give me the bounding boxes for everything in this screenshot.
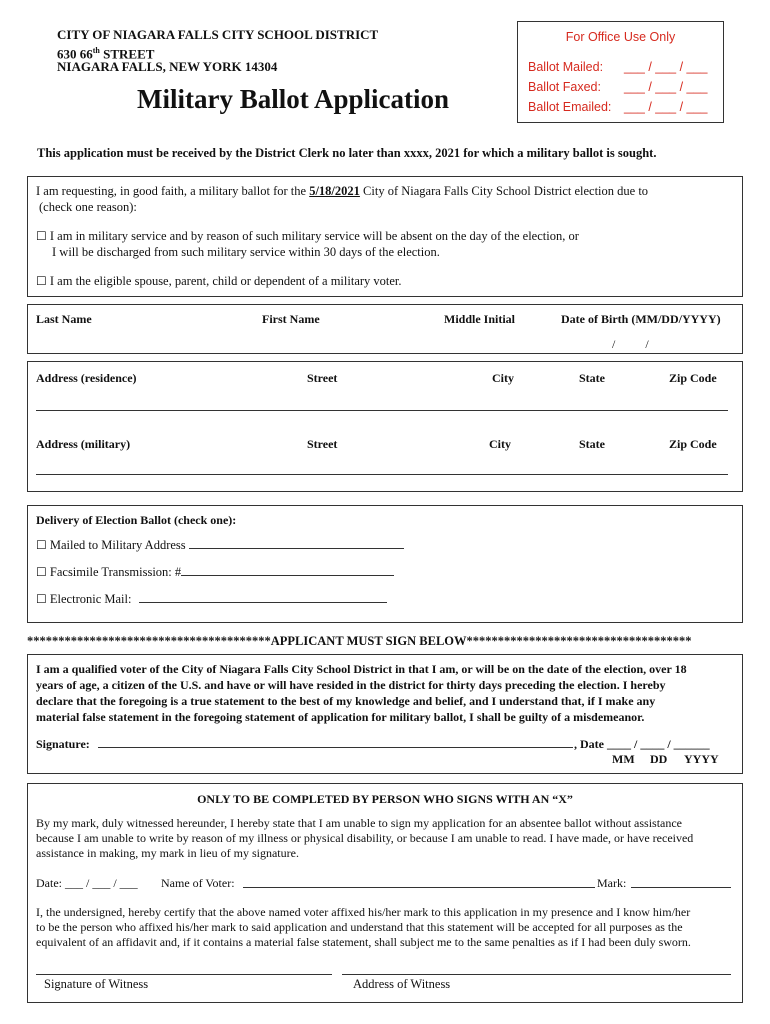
checkbox-icon[interactable]: ☐ xyxy=(36,538,47,552)
request-line2: (check one reason): xyxy=(39,200,137,214)
office-emailed-value: ___ / ___ / ___ xyxy=(624,100,708,114)
checkbox-icon[interactable]: ☐ xyxy=(36,274,47,288)
mark-p2c: equivalent of an affidavit and, if it contains a material false statement, shall subject me to the same penalties as if I had been duly sworn. xyxy=(36,935,691,949)
checkbox-icon[interactable]: ☐ xyxy=(36,592,47,606)
military-street-label: Street xyxy=(307,437,338,451)
dob-input[interactable]: / / xyxy=(612,337,649,351)
address-box xyxy=(27,361,743,492)
page-title: Military Ballot Application xyxy=(137,84,450,114)
signature-input[interactable] xyxy=(98,747,573,748)
delivery-box xyxy=(27,505,743,623)
first-name-label: First Name xyxy=(262,312,320,326)
mark-box xyxy=(27,783,743,1003)
deadline-notice: This application must be received by the District Clerk no later than xxxx, 2021 for which a military ballot is sought. xyxy=(37,146,657,160)
residence-state-label: State xyxy=(579,371,605,385)
declaration-box xyxy=(27,654,743,774)
witness-signature-input[interactable] xyxy=(36,974,332,975)
office-faxed-value: ___ / ___ / ___ xyxy=(624,80,708,94)
date-dd-label: DD xyxy=(650,752,668,766)
date-mm-label: MM xyxy=(612,752,635,766)
witness-address-input[interactable] xyxy=(342,974,731,975)
checkbox-icon[interactable]: ☐ xyxy=(36,229,47,243)
mark-label: Mark: xyxy=(597,876,627,890)
mail-address-input[interactable] xyxy=(189,538,404,549)
request-box xyxy=(27,176,743,297)
signature-date[interactable]: , Date ____ / ____ / ______ xyxy=(574,737,710,751)
mark-p1a: By my mark, duly witnessed hereunder, I hereby state that I am unable to sign my application for an absentee ballot without assistance xyxy=(36,816,683,830)
residence-street-label: Street xyxy=(307,371,338,385)
dob-label: Date of Birth (MM/DD/YYYY) xyxy=(561,312,721,326)
military-city-label: City xyxy=(489,437,511,451)
last-name-label: Last Name xyxy=(36,312,92,326)
military-zip-label: Zip Code xyxy=(669,437,717,451)
declaration-l4: material false statement in the foregoing statement of application for military ballot, I shall be guilty of a misdemeanor. xyxy=(36,710,645,724)
district-street: 630 66th STREET xyxy=(57,46,155,62)
request-line: I am requesting, in good faith, a military ballot for the 5/18/2021 City of Niagara Falls City School District election due to xyxy=(36,184,649,198)
office-title: For Office Use Only xyxy=(565,30,676,44)
mark-input[interactable] xyxy=(631,887,731,888)
mark-p1c: assistance in making, my mark in lieu of my signature. xyxy=(36,846,299,860)
mark-p2a: I, the undersigned, hereby certify that the above named voter affixed his/her mark to this application in my presence and I know him/her xyxy=(36,905,691,919)
middle-initial-label: Middle Initial xyxy=(444,312,516,326)
declaration-l3: declare that the foregoing is a true statement to the best of my knowledge and belief, and I understand that, if I make any xyxy=(36,694,656,708)
military-label: Address (military) xyxy=(36,437,131,451)
reason-dependent[interactable]: ☐ I am the eligible spouse, parent, child or dependent of a military voter. xyxy=(36,274,402,288)
witness-address-label: Address of Witness xyxy=(353,977,451,991)
residence-label: Address (residence) xyxy=(36,371,137,385)
mark-date[interactable]: Date: ___ / ___ / ___ xyxy=(36,876,138,890)
reason-military[interactable]: ☐ I am in military service and by reason of such military service will be absent on the day of the election, or xyxy=(36,229,579,243)
mark-title: ONLY TO BE COMPLETED BY PERSON WHO SIGNS WITH AN “X” xyxy=(197,792,573,806)
residence-zip-label: Zip Code xyxy=(669,371,717,385)
office-mailed-label: Ballot Mailed: xyxy=(528,60,604,74)
fax-number-input[interactable] xyxy=(181,565,394,576)
witness-signature-label: Signature of Witness xyxy=(44,977,149,991)
declaration-l1: I am a qualified voter of the City of Niagara Falls City School District in that I am, or will be on the date of the election, over 18 xyxy=(36,662,687,676)
delivery-title: Delivery of Election Ballot (check one): xyxy=(36,513,237,527)
district-name: CITY OF NIAGARA FALLS CITY SCHOOL DISTRICT xyxy=(57,27,379,42)
sign-banner: ***************************************APPLICANT MUST SIGN BELOW************************************ xyxy=(27,634,692,648)
election-date: 5/18/2021 xyxy=(309,184,360,198)
name-box xyxy=(27,304,743,354)
military-address-input[interactable] xyxy=(36,474,728,475)
date-yyyy-label: YYYY xyxy=(684,752,719,766)
voter-name-label: Name of Voter: xyxy=(161,876,235,890)
email-input[interactable] xyxy=(139,592,387,603)
mark-p1b: because I am unable to write by reason of my illness or physical disability, or because I am unable to read. I have made, or have received xyxy=(36,831,694,845)
delivery-mail-option[interactable]: ☐ Mailed to Military Address xyxy=(36,538,404,553)
office-mailed-value: ___ / ___ / ___ xyxy=(624,60,708,74)
residence-city-label: City xyxy=(492,371,514,385)
office-emailed-label: Ballot Emailed: xyxy=(528,100,612,114)
voter-name-input[interactable] xyxy=(243,887,595,888)
signature-label: Signature: xyxy=(36,737,90,751)
reason-military-cont: I will be discharged from such military service within 30 days of the election. xyxy=(52,245,440,259)
office-use-box xyxy=(517,21,724,123)
mark-p2b: to be the person who affixed his/her mark to said application and understand that this statement will be accepted for all purposes as the xyxy=(36,920,683,934)
checkbox-icon[interactable]: ☐ xyxy=(36,565,47,579)
declaration-l2: years of age, a citizen of the U.S. and have or will have resided in the district for thirty days preceding the election. I hereby xyxy=(36,678,666,692)
delivery-email-option[interactable]: ☐ Electronic Mail: xyxy=(36,592,387,607)
delivery-fax-option[interactable]: ☐ Facsimile Transmission: # xyxy=(36,565,394,580)
military-state-label: State xyxy=(579,437,605,451)
residence-address-input[interactable] xyxy=(36,410,728,411)
office-faxed-label: Ballot Faxed: xyxy=(528,80,601,94)
district-city: NIAGARA FALLS, NEW YORK 14304 xyxy=(57,59,278,74)
